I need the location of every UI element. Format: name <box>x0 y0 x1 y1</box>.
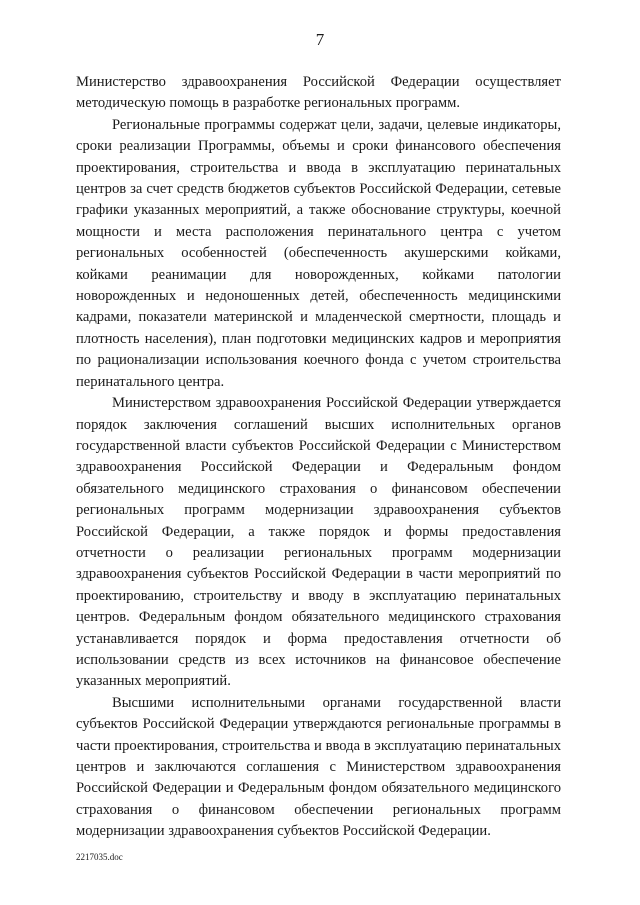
document-body <box>76 72 561 843</box>
page-number: 7 <box>315 30 325 49</box>
paragraph-4: Высшими исполнительными органами государственной власти субъектов Российской Федерации утверждаются региональные программы в части проектирования, строительства и ввода в эксплуатацию перинатальных центров и заключаются соглашения с Министерством здравоохранения Российской Федерации и Федеральным фондом обязательного медицинского страхования о финансовом обеспечении региональных программ модернизации здравоохранения субъектов Российской Федерации. <box>76 694 561 840</box>
paragraph-1: Министерство здравоохранения Российской Федерации осуществляет методическую помощь в разработке региональных программ. <box>76 74 561 112</box>
paragraph-2: Региональные программы содержат цели, задачи, целевые индикаторы, сроки реализации Программы, объемы и сроки финансового обеспечения проектирования, строительства и ввода в эксплуатацию перинатальных центров за счет средств бюджетов субъектов Российской Федерации, сетевые графики указанных мероприятий, а также обоснование структуры, коечной мощности и места расположения перинатального центра с учетом региональных особенностей (обеспеченность акушерскими койками, койками реанимации для новорожденных, койками патологии новорожденных и недоношенных детей, обеспеченность медицинскими кадрами, показатели материнской и младенческой смертности, площадь и плотность населения), план подготовки медицинских кадров и мероприятия по рационализации использования коечного фонда с учетом строительства перинатального центра. <box>76 116 561 390</box>
paragraph-3: Министерством здравоохранения Российской Федерации утверждается порядок заключения соглашений высших исполнительных органов государственной власти субъектов Российской Федерации с Министерством здравоохранения Российской Федерации и Федеральным фондом обязательного медицинского страхования о финансовом обеспечении региональных программ модернизации здравоохранения субъектов Российской Федерации, а также порядок и формы предоставления отчетности о реализации региональных программ модернизации здравоохранения субъектов Российской Федерации в части мероприятий по проектированию, строительству и вводу в эксплуатацию перинатальных центров. Федеральным фондом обязательного медицинского страхования устанавливается порядок и форма предоставления отчетности об использовании средств из всех источников на финансовое обеспечение указанных мероприятий. <box>76 395 561 690</box>
document-footer-filename: 2217035.doc <box>76 852 123 862</box>
